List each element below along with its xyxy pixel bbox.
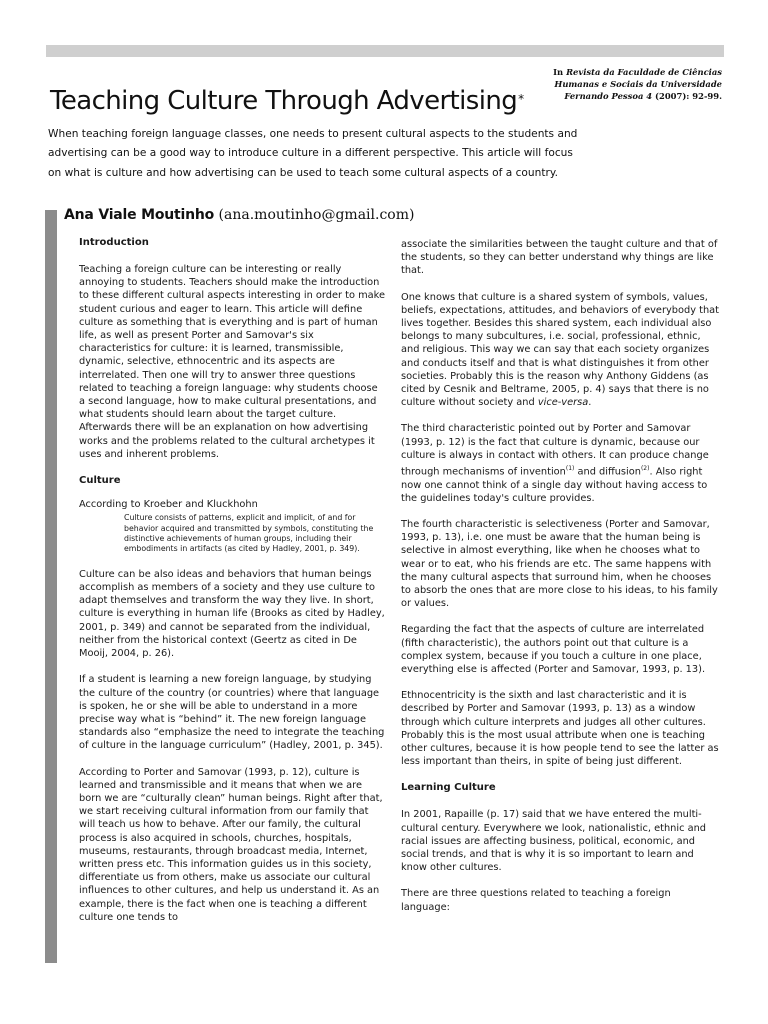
- author-email[interactable]: (ana.moutinho@gmail.com): [218, 207, 415, 223]
- emphasis-text: vice-versa: [537, 397, 589, 409]
- paragraph: Ethnocentricity is the sixth and last characteristic and it is described by Porter and Samovar (1993, p. 13) as a window through which culture interprets and judges all other cultures. Probably this is the most usual attribute when one is teaching other cultures, because it is how people tend to see the latter as less important than theirs, in spite of being just different.: [401, 690, 719, 768]
- paragraph-text: and diffusion: [574, 466, 641, 478]
- section-heading-culture: Culture: [79, 475, 121, 487]
- author-name: Ana Viale Moutinho: [64, 207, 215, 223]
- journal-citation: [532, 66, 722, 102]
- paragraph: Teaching a foreign culture can be interesting or really annoying to students. Teachers should make the introduction to these different cultural aspects interesting in order to make student curious and eager to learn. This article will define culture as something that is everything and is part of human life, as well as present Porter and Samovar's six characteristics for culture: it is learned, transmissible, dynamic, selective, ethnocentric and its aspects are interrelated. Then one will try to answer three questions related to teaching a foreign language: why students choose a second language, how to make cultural presentations, and what students should learn about the target culture. Afterwards there will be an explanation on how advertising works and the problems related to the cultural archetypes it uses and inherent problems.: [79, 264, 386, 460]
- section-heading-learning-culture: Learning Culture: [401, 782, 496, 794]
- paragraph-text: .: [588, 397, 592, 409]
- paragraph: Regarding the fact that the aspects of culture are interrelated (fifth characteristic), the authors point out that culture is a complex system, because if you touch a culture in one place, everything else is affected (Porter and Samovar, 1993, p. 13).: [401, 624, 706, 675]
- author-line: [64, 204, 414, 226]
- abstract: When teaching foreign language classes, one needs to present cultural aspects to the students and advertising can be a good way to introduce culture in a different perspective. This article will focus on what is culture and how advertising can be used to teach some cultural aspects of a country.: [48, 128, 578, 179]
- right-column: [401, 238, 719, 927]
- paragraph: According to Kroeber and Kluckhohn: [79, 499, 258, 511]
- paragraph: [401, 422, 719, 504]
- paragraph: If a student is learning a new foreign language, by studying the culture of the country (or countries) where that language is spoken, he or she will be able to understand in a more precise way what is “behind” it. The new foreign language standards also “emphasize the need to integrate the teaching of culture in the language curriculum” (Hadley, 2001, p. 345).: [79, 674, 385, 752]
- paragraph-text: The third characteristic pointed out by Porter and Samovar (1993, p. 12) is the fact that culture is dynamic, because our culture is always in contact with others. It can produce change through mechanisms of invention: [401, 423, 709, 478]
- paragraph: Culture can be also ideas and behaviors that human beings accomplish as members of a society and they use culture to adapt themselves and transform the way they live. In short, culture is everything in human life (Brooks as cited by Hadley, 2001, p. 349) and cannot be separated from the individual, neither from the historical context (Geertz as cited in De Mooij, 2004, p. 26).: [79, 568, 385, 660]
- citation-pages: (2007): 92-99.: [655, 91, 722, 101]
- paragraph: associate the similarities between the taught culture and that of the students, so they can better understand why things are like that.: [401, 239, 718, 277]
- paragraph: In 2001, Rapaille (p. 17) said that we have entered the multi-cultural century. Everywhere we look, nationalistic, ethnic and racial issues are affecting business, political, economic, and social trends, and that is why it is so important to learn and know other cultures.: [401, 809, 707, 874]
- article-title: [50, 80, 524, 120]
- footnote-ref-1: (1): [565, 465, 575, 473]
- left-column: [79, 236, 385, 937]
- paragraph: According to Porter and Samovar (1993, p. 12), culture is learned and transmissible and it means that when we are born we are “culturally clean” human beings. Right after that, we start receiving cultural information from our family that will teach us how to behave. After our family, the cultural process is also acquired in schools, churches, hospitals, museums, restaurants, through broadcast media, Internet, written press etc. This information guides us in this society, differentiate us from others, make us associate our cultural influences to other cultures, and help us understand it. As an example, there is the fact when one is teaching a different culture one tends to: [79, 766, 383, 923]
- side-rule: [45, 210, 57, 963]
- paragraph: [401, 291, 719, 410]
- footnote-ref-2: (2): [640, 465, 650, 473]
- section-heading-introduction: Introduction: [79, 237, 149, 248]
- citation-journal: Revista da Faculdade de Ciências Humanas e Sociais da Universidade Fernando Pessoa 4: [554, 67, 722, 101]
- title-footnote-mark: *: [518, 92, 524, 106]
- paragraph: The fourth characteristic is selectiveness (Porter and Samovar, 1993, p. 13), i.e. one must be aware that the human being is selective in almost everything, like when he chooses what to wear or to eat, who his friends are etc. The same happens with the many cultural aspects that surround him, when he chooses to absorb the ones that are more close to his ideas, to his family or values.: [401, 518, 718, 610]
- paragraph-text: . Also right now one cannot think of a single day without having access to the guidelines today's culture provides.: [401, 466, 708, 504]
- paragraph-text: One knows that culture is a shared system of symbols, values, beliefs, expectations, attitudes, and behaviors of everybody that lives together. Besides this shared system, each individual also belongs to many subcultures, i.e. social, professional, ethnic, and religious. This way we can say that each society organizes and conducts itself and that is what distinguishes it from other societies. Probably this is the reason why Anthony Giddens (as cited by Cesnik and Beltrame, 2005, p. 4) says that there is no culture without society and: [401, 291, 720, 409]
- block-quote: Culture consists of patterns, explicit and implicit, of and for behavior acquired and transmitted by symbols, constituting the distinctive achievements of human groups, including their embodiments in artifacts (as cited by Hadley, 2001, p. 349).: [124, 513, 374, 554]
- header-rule: [46, 45, 724, 57]
- paragraph: There are three questions related to teaching a foreign language:: [401, 888, 671, 913]
- citation-prefix: In: [553, 67, 564, 77]
- article-title-text: Teaching Culture Through Advertising: [50, 86, 518, 116]
